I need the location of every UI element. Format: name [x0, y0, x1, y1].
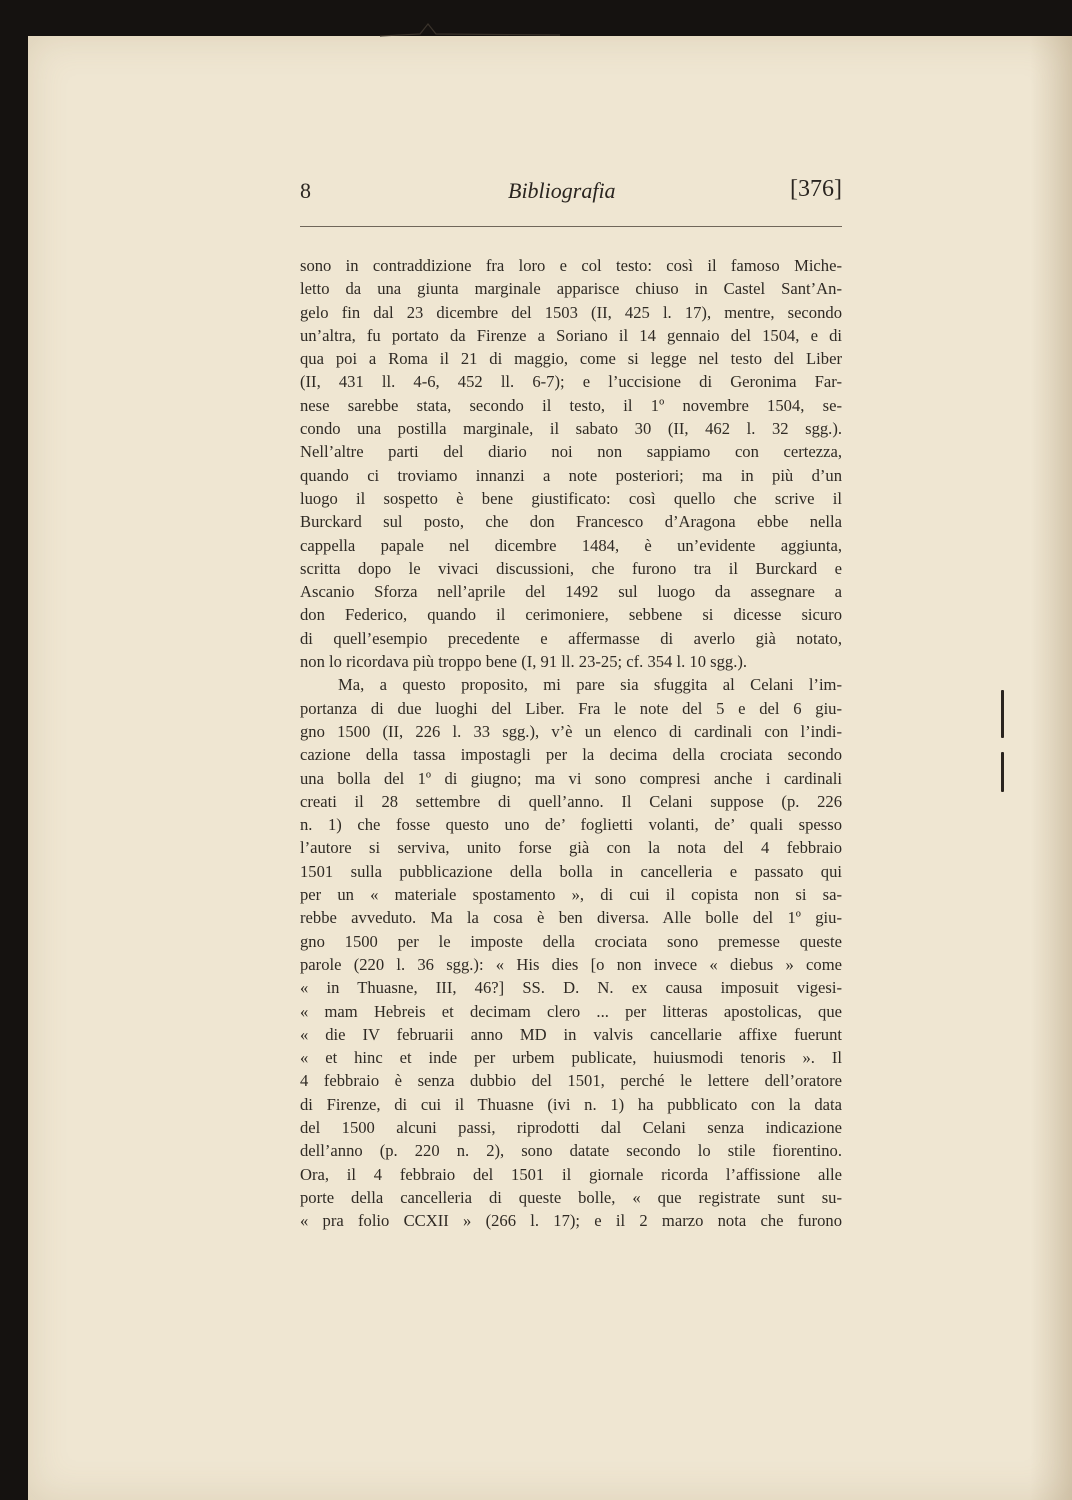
- text-line: porte della cancelleria di queste bolle, « que registrate sunt su-: [300, 1187, 842, 1207]
- text-line: Burckard sul posto, che don Francesco d’Aragona ebbe nella: [300, 512, 842, 532]
- text-line: cazione della tassa impostagli per la decima della crociata secondo: [300, 745, 842, 765]
- text-line: parole (220 l. 36 sgg.): « His dies [o non invece « diebus » come: [300, 954, 842, 974]
- text-line: quando ci troviamo innanzi a note posteriori; ma in più d’un: [300, 465, 842, 485]
- text-line: sono in contraddizione fra loro e col testo: così il famoso Miche-: [300, 256, 842, 275]
- paragraph-start-line: Ma, a questo proposito, mi pare sia sfuggita al Celani l’im-: [338, 675, 842, 695]
- text-line: « die IV februarii anno MD in valvis cancellarie affixe fuerunt: [300, 1024, 842, 1044]
- text-line: 4 febbraio è senza dubbio del 1501, perché le lettere dell’oratore: [300, 1071, 842, 1091]
- text-line: cappella papale nel dicembre 1484, è un’evidente aggiunta,: [300, 535, 842, 555]
- text-line: « in Thuasne, III, 46?] SS. D. N. ex causa imposuit vigesi-: [300, 978, 842, 998]
- torn-paper-fold: [380, 22, 560, 38]
- text-line: letto da una giunta marginale apparisce chiuso in Castel Sant’An-: [300, 279, 842, 299]
- text-line: luogo il sospetto è bene giustificato: così quello che scrive il: [300, 488, 842, 508]
- text-line: nese sarebbe stata, secondo il testo, il 1º novembre 1504, se-: [300, 395, 842, 415]
- text-line: non lo ricordava più troppo bene (I, 91 ll. 23-25; cf. 354 l. 10 sgg.).: [300, 652, 748, 672]
- text-line: dell’anno (p. 220 n. 2), sono datate secondo lo stile fiorentino.: [300, 1141, 842, 1161]
- binding-mark: [1001, 690, 1004, 738]
- text-line: rebbe avveduto. Ma la cosa è ben diversa. Alle bolle del 1º giu-: [300, 908, 842, 928]
- text-line: scritta dopo le vivaci discussioni, che furono tra il Burckard e: [300, 558, 842, 578]
- text-line: per un « materiale spostamento », di cui il copista non si sa-: [300, 885, 842, 905]
- section-code: [376]: [790, 176, 842, 202]
- text-line: un’altra, fu portato da Firenze a Soriano il 14 gennaio del 1504, e di: [300, 325, 842, 345]
- running-title: Bibliografia: [508, 178, 616, 203]
- text-line: « et hinc et inde per urbem publicate, huiusmodi tenoris ». Il: [300, 1048, 842, 1068]
- text-line: gelo fin dal 23 dicembre del 1503 (II, 425 l. 17), mentre, secondo: [300, 302, 842, 322]
- body-text: [300, 254, 842, 1232]
- text-line: portanza di due luoghi del Liber. Fra le note del 5 e del 6 giu-: [300, 698, 842, 718]
- page-edge-shadow: [1030, 36, 1072, 1500]
- text-line: « pra folio CCXII » (266 l. 17); e il 2 marzo nota che furono: [300, 1211, 842, 1231]
- binding-marks: [995, 690, 1017, 810]
- text-line: Ascanio Sforza nell’aprile del 1492 sul luogo da assegnare a: [300, 582, 842, 602]
- text-line: di quell’esempio precedente e affermasse di averlo già notato,: [300, 628, 842, 648]
- header-rule: [300, 226, 842, 227]
- text-line: condo una postilla marginale, il sabato 30 (II, 462 l. 32 sgg.).: [300, 419, 842, 439]
- text-line: (II, 431 ll. 4-6, 452 ll. 6-7); e l’uccisione di Geronima Far-: [300, 372, 842, 392]
- text-line: l’autore si serviva, unito forse già con la nota del 4 febbraio: [300, 838, 842, 858]
- text-line: don Federico, quando il cerimoniere, sebbene si dicesse sicuro: [300, 605, 842, 625]
- text-line: qua poi a Roma il 21 di maggio, come si legge nel testo del Liber: [300, 349, 842, 369]
- text-line: Nell’altre parti del diario noi non sappiamo con certezza,: [300, 442, 842, 462]
- text-line: creati il 28 settembre di quell’anno. Il Celani suppose (p. 226: [300, 791, 842, 811]
- text-line: n. 1) che fosse questo uno de’ foglietti volanti, de’ quali spesso: [300, 815, 842, 835]
- text-line: Ora, il 4 febbraio del 1501 il giornale ricorda l’affissione alle: [300, 1164, 842, 1184]
- text-line: gno 1500 (II, 226 l. 33 sgg.), v’è un elenco di cardinali con l’indi-: [300, 721, 842, 741]
- text-line: gno 1500 per le imposte della crociata sono premesse queste: [300, 931, 842, 951]
- page-number: 8: [300, 178, 311, 203]
- text-line: 1501 sulla pubblicazione della bolla in cancelleria e passato qui: [300, 861, 842, 881]
- text-line: una bolla del 1º di giugno; ma vi sono compresi anche i cardinali: [300, 768, 842, 788]
- running-header: [300, 178, 842, 222]
- text-line: « mam Hebreis et decimam clero ... per litteras apostolicas, que: [300, 1001, 842, 1021]
- text-line: di Firenze, di cui il Thuasne (ivi n. 1) ha pubblicato con la data: [300, 1094, 842, 1114]
- text-line: del 1500 alcuni passi, riprodotti dal Celani senza indicazione: [300, 1117, 842, 1137]
- binding-mark: [1001, 752, 1004, 792]
